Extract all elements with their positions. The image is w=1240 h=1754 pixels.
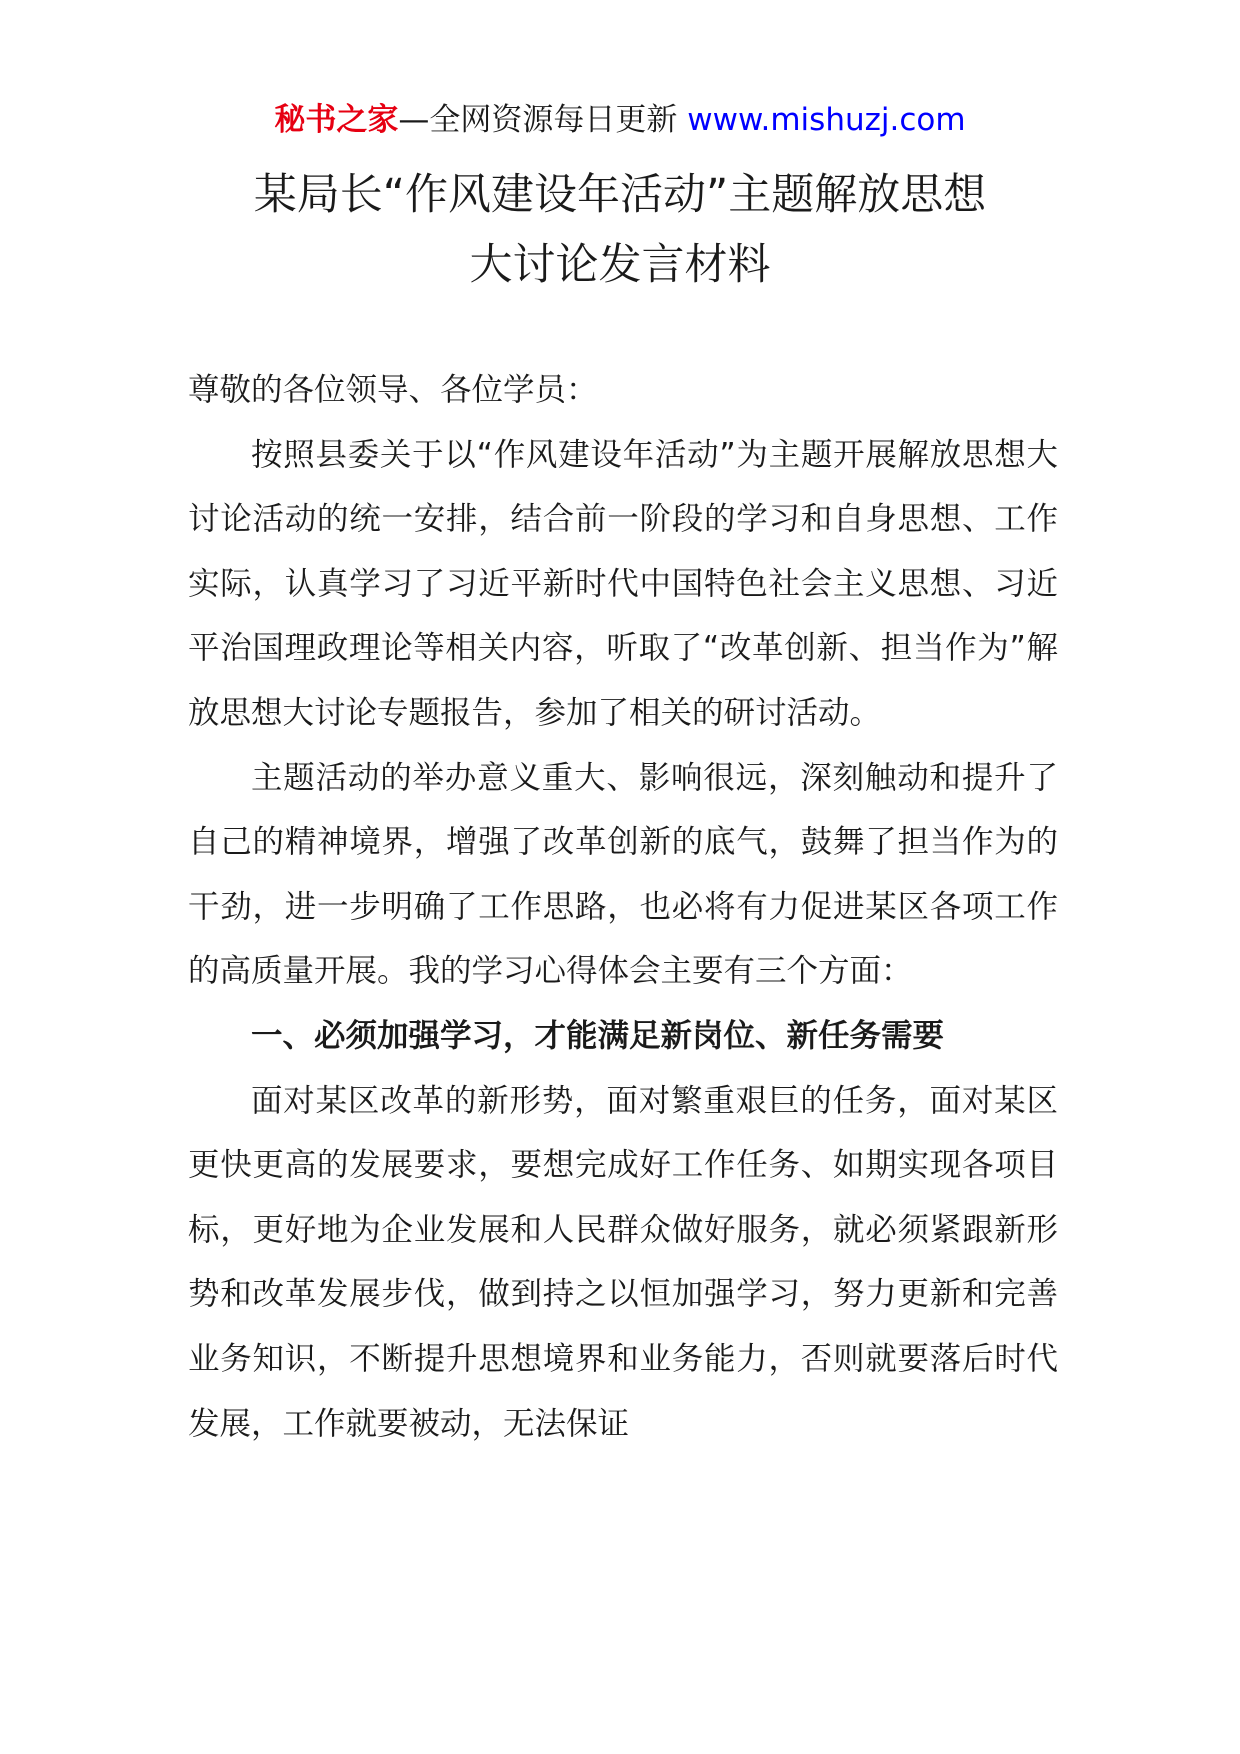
- title-line-2: 大讨论发言材料: [469, 240, 771, 290]
- site-url-link[interactable]: www.mishuzj.com: [687, 102, 966, 138]
- brand-name: 秘书之家: [274, 102, 399, 138]
- site-header: [0, 98, 1240, 142]
- section-1-paragraph: 面对某区改革的新形势，面对繁重艰巨的任务，面对某区更快更高的发展要求，要想完成好工作任务、如期实现各项目标，更好地为企业发展和人民群众做好服务，就必须紧跟新形势和改革发展步伐，做到持之以恒加强学习，努力更新和完善业务知识，不断提升思想境界和业务能力，否则就要落后时代发展，工作就要被动，无法保证: [188, 1082, 1058, 1442]
- header-tagline: —全网资源每日更新: [398, 102, 688, 138]
- title-line-1: 某局长“作风建设年活动”主题解放思想: [253, 170, 987, 220]
- paragraph-significance: 主题活动的举办意义重大、影响很远，深刻触动和提升了自己的精神境界，增强了改革创新的底气，鼓舞了担当作为的干劲，进一步明确了工作思路，也必将有力促进某区各项工作的高质量开展。我的学习心得体会主要有三个方面：: [188, 759, 1058, 990]
- section-heading-1: 一、必须加强学习，才能满足新岗位、新任务需要: [251, 1017, 945, 1054]
- document-title: [0, 160, 1240, 300]
- document-body: [188, 358, 1058, 1456]
- paragraph-intro: 按照县委关于以“作风建设年活动”为主题开展解放思想大讨论活动的统一安排，结合前一阶段的学习和自身思想、工作实际，认真学习了习近平新时代中国特色社会主义思想、习近平治国理政理论等相关内容，听取了“改革创新、担当作为”解放思想大讨论专题报告，参加了相关的研讨活动。: [188, 436, 1058, 731]
- salutation: 尊敬的各位领导、各位学员：: [188, 372, 598, 408]
